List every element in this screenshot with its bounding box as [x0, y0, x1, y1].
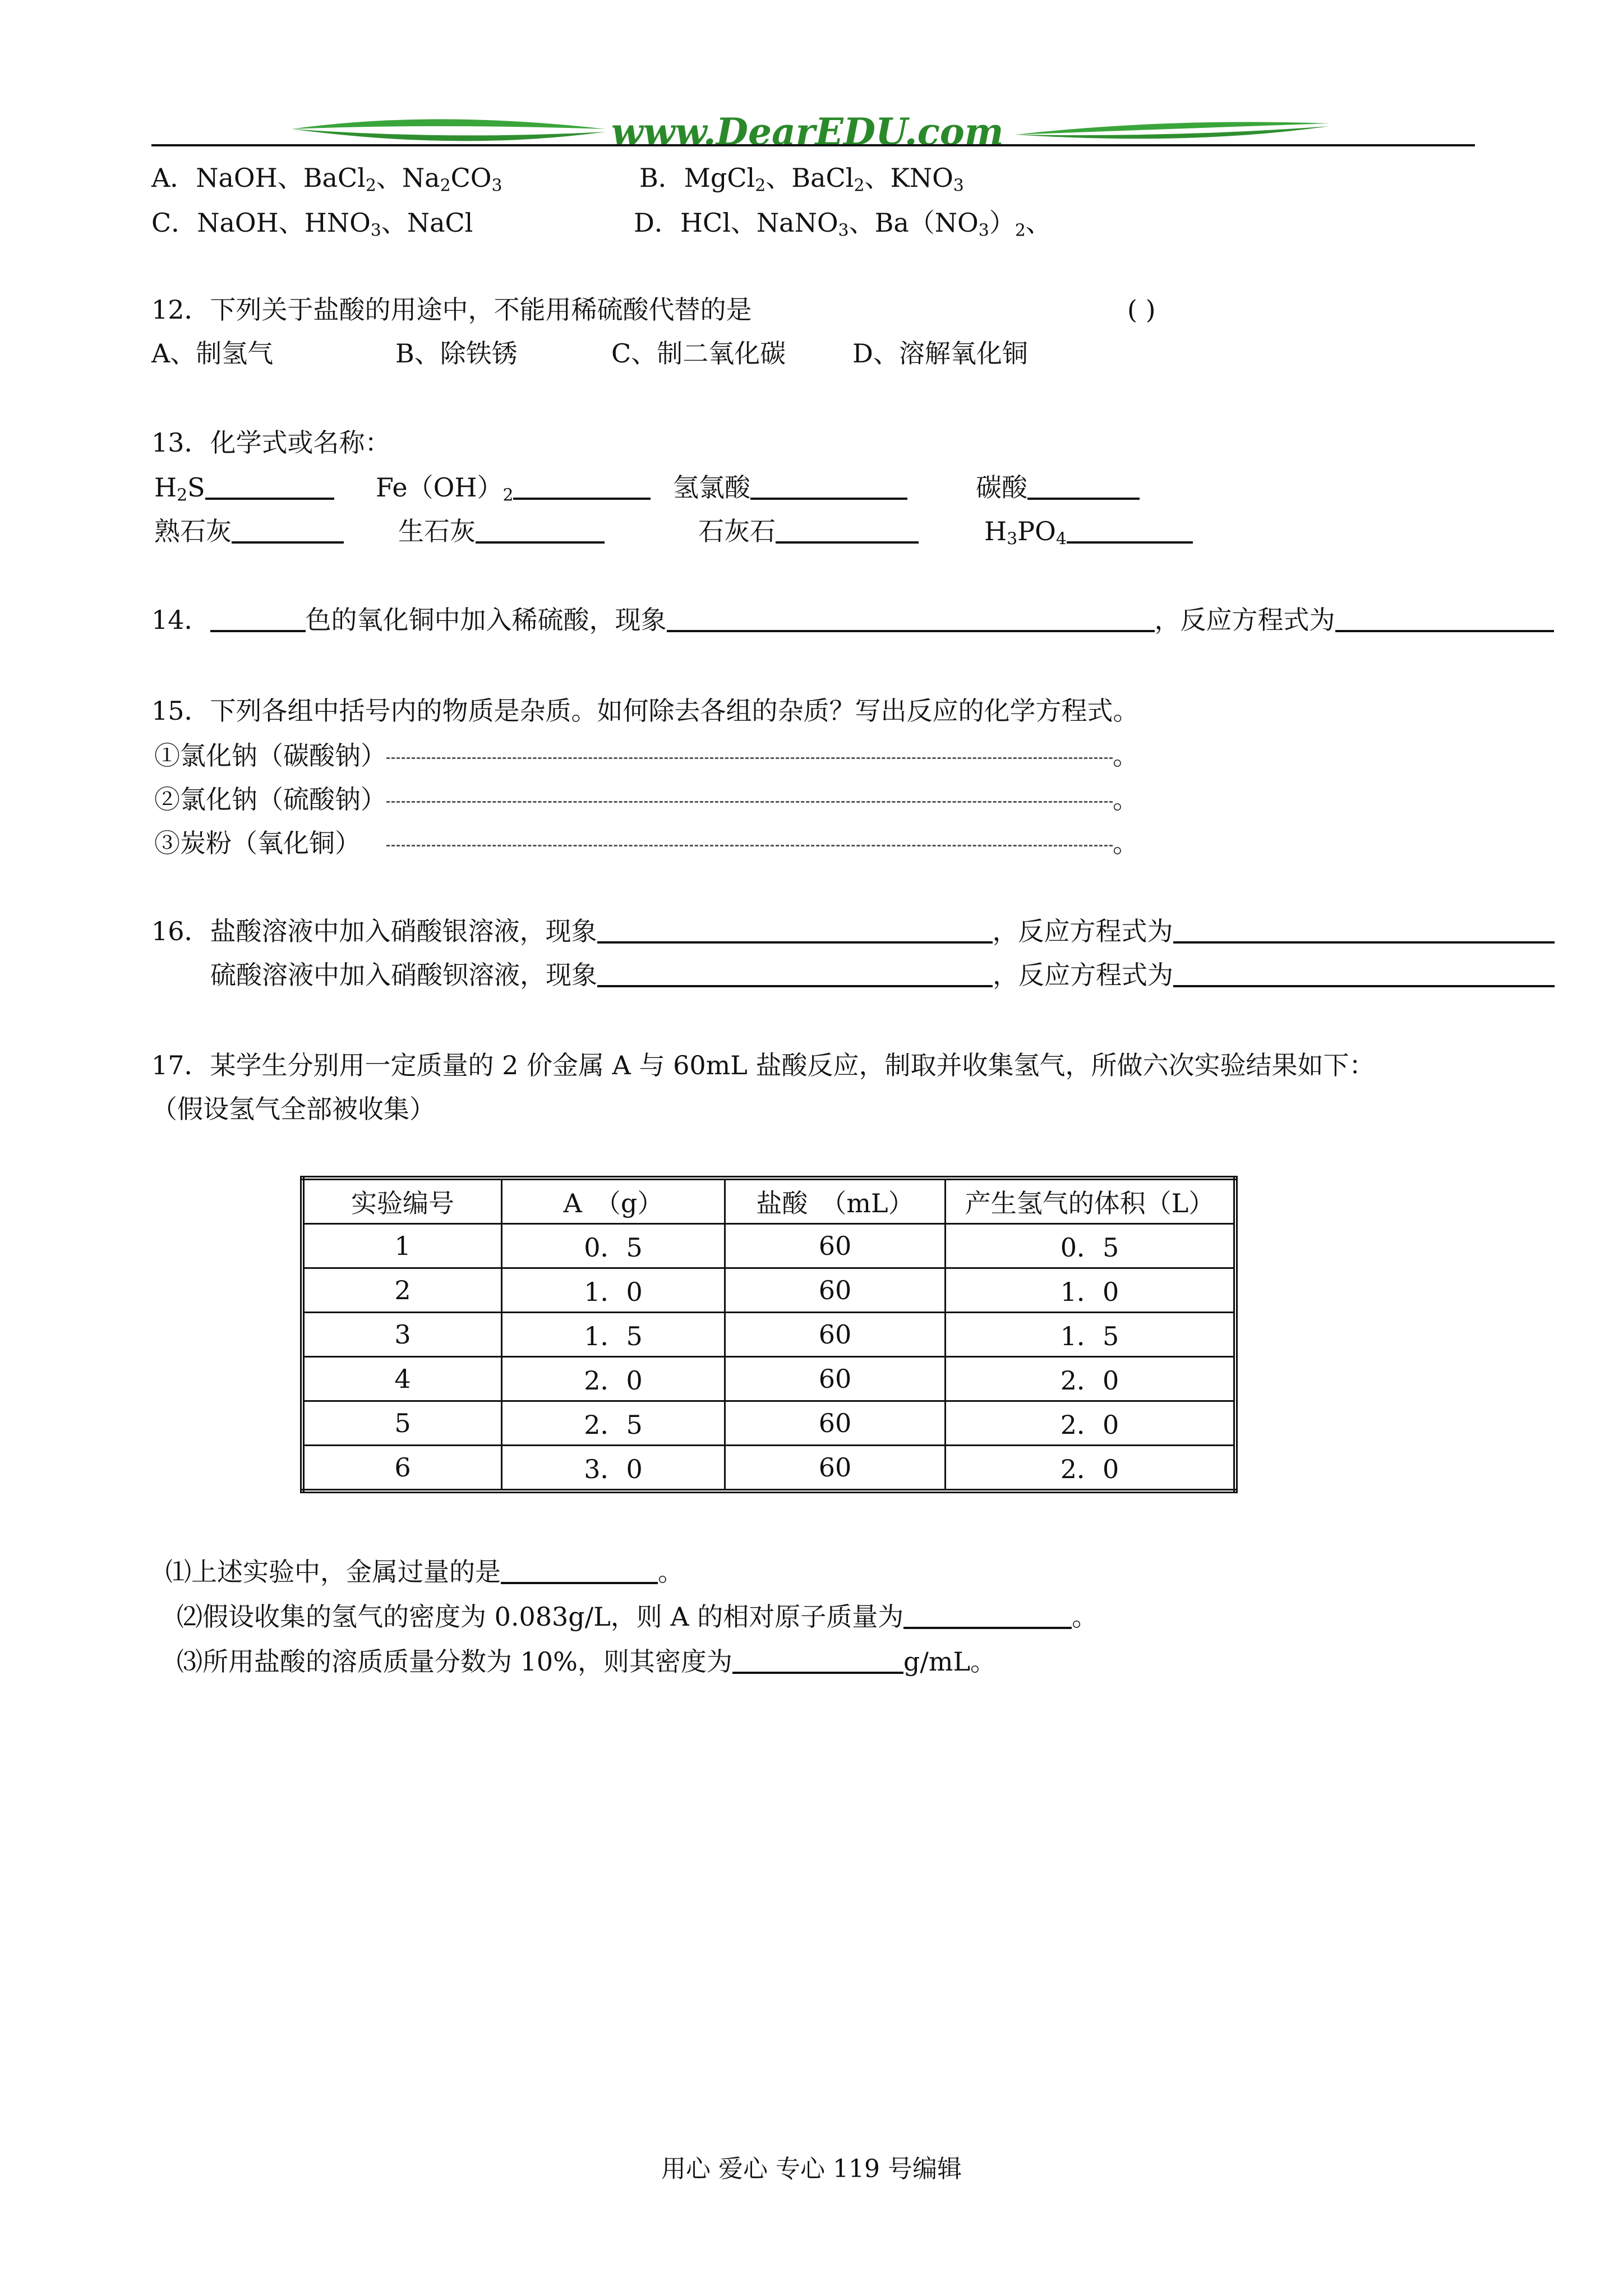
q13-quicklime: 生石灰 — [398, 516, 605, 547]
q13-feoh2: $Fe(OH)_2$ — [376, 472, 651, 503]
table-cell: 60 — [725, 1357, 946, 1401]
q15-item-2-blank[interactable] — [386, 801, 1113, 803]
q13-limestone-blank[interactable] — [776, 541, 919, 544]
q17-sub-1: ⑴上述实验中，金属过量的是 。 — [165, 1557, 684, 1587]
q17-sub-2-blank[interactable] — [903, 1627, 1072, 1629]
q16-line-2-equation-blank[interactable] — [1173, 985, 1555, 987]
table-cell: 60 — [725, 1268, 946, 1313]
q17-sub-1-blank[interactable] — [501, 1582, 658, 1584]
q12-option-a: A、制氢气 — [151, 338, 274, 369]
q12-option-c: C、制二氧化碳 — [611, 338, 786, 369]
table-cell: 2．0 — [946, 1357, 1236, 1401]
q15-item-3-blank[interactable] — [386, 845, 1113, 846]
table-row — [302, 1224, 1235, 1268]
header-logo-text: www.DearEDU.com — [611, 110, 1004, 154]
table-cell: 60 — [725, 1224, 946, 1268]
q14-phenomenon-blank[interactable] — [667, 630, 1155, 632]
table-cell: 60 — [725, 1401, 946, 1446]
q13-stem: 13．化学式或名称： — [151, 427, 391, 458]
q12-option-d: D、溶解氧化铜 — [852, 338, 1028, 369]
table-header-cell: 产生氢气的体积（L） — [946, 1178, 1236, 1224]
table-cell: 3．0 — [502, 1446, 725, 1492]
table-row — [302, 1313, 1235, 1357]
table-header-cell: 盐酸 （mL） — [725, 1178, 946, 1224]
table-cell: 2．5 — [502, 1401, 725, 1446]
q12-option-b: B、除铁锈 — [395, 338, 518, 369]
q16-line-1: 16．盐酸溶液中加入硝酸银溶液，现象 ，反应方程式为 — [151, 916, 1555, 947]
q13-slaked-lime-blank[interactable] — [232, 541, 344, 544]
q16-line-1-phenomenon-blank[interactable] — [597, 941, 993, 944]
table-cell: 1．0 — [946, 1268, 1236, 1313]
q17-sub-2: ⑵假设收集的氢气的密度为 0.083g/L，则 A 的相对原子质量为 。 — [177, 1602, 1098, 1632]
q13-carbonic: 碳酸 — [976, 472, 1140, 503]
q17-sub-3: ⑶所用盐酸的溶质质量分数为 10%，则其密度为 g/mL。 — [177, 1646, 996, 1677]
table-cell: 4 — [302, 1357, 502, 1401]
q13-limestone: 石灰石 — [698, 516, 919, 547]
q13-carbonic-blank[interactable] — [1027, 498, 1140, 500]
q14-line: 14． 色的氧化铜中加入稀硫酸，现象 ，反应方程式为 — [151, 605, 1554, 636]
table-cell: 2．0 — [946, 1446, 1236, 1492]
q15-stem: 15．下列各组中括号内的物质是杂质。如何除去各组的杂质？写出反应的化学方程式。 — [151, 696, 1139, 726]
q15-item-1: ①氯化钠（碳酸钠） 。 — [154, 740, 1138, 771]
q16-line-2-phenomenon-blank[interactable] — [597, 985, 993, 987]
q13-h3po4-blank[interactable] — [1067, 541, 1193, 544]
q13-feoh2-blank[interactable] — [513, 498, 651, 500]
q12-stem: 12．下列关于盐酸的用途中，不能用稀硫酸代替的是 — [151, 295, 752, 325]
table-row — [302, 1268, 1235, 1313]
table-header-cell: 实验编号 — [302, 1178, 502, 1224]
q12-answer-paren: ( ) — [1127, 295, 1156, 325]
q17-note: （假设氢气全部被收集） — [151, 1094, 435, 1124]
table-row — [302, 1357, 1235, 1401]
q13-h2s-blank[interactable] — [205, 498, 334, 500]
q13-quicklime-blank[interactable] — [476, 541, 605, 544]
table-cell: 0．5 — [502, 1224, 725, 1268]
table-cell: 0．5 — [946, 1224, 1236, 1268]
table-cell: 60 — [725, 1446, 946, 1492]
q14-equation-blank[interactable] — [1335, 630, 1554, 632]
table-header-cell: A （g） — [502, 1178, 725, 1224]
table-cell: 1．5 — [946, 1313, 1236, 1357]
q17-sub-3-blank[interactable] — [732, 1672, 903, 1674]
q11-option-c: C．NaOH、$HNO_3$、NaCl — [151, 208, 473, 241]
table-cell: 2．0 — [502, 1357, 725, 1401]
table-cell: 2 — [302, 1268, 502, 1313]
table-cell: 60 — [725, 1313, 946, 1357]
q14-color-blank[interactable] — [210, 630, 306, 632]
q15-item-2: ②氯化钠（硫酸钠） 。 — [154, 784, 1138, 815]
page-footer: 用心 爱心 专心 119 号编辑 — [661, 2155, 962, 2183]
table-cell: 3 — [302, 1313, 502, 1357]
q13-slaked-lime: 熟石灰 — [154, 516, 344, 547]
q13-hydrochloric-blank[interactable] — [750, 498, 907, 500]
table-cell: 1．5 — [502, 1313, 725, 1357]
table-cell: 5 — [302, 1401, 502, 1446]
q13-h3po4: $H_3PO_4$ — [984, 516, 1193, 547]
experiment-table — [300, 1176, 1238, 1493]
q11-option-d: D．HCl、NaNO$_3$、$Ba(NO_3)_2$、 — [634, 208, 1052, 241]
q11-option-a: A．NaOH、BaCl$_2$、$Na_2CO_3$ — [151, 163, 502, 196]
table-cell: 1 — [302, 1224, 502, 1268]
q11-option-b: B．MgCl$_2$、BaCl$_2$、$KNO_3$ — [639, 163, 964, 196]
table-row — [302, 1401, 1235, 1446]
q15-item-1-blank[interactable] — [386, 757, 1113, 759]
table-cell: 2．0 — [946, 1401, 1236, 1446]
table-cell: 1．0 — [502, 1268, 725, 1313]
q15-item-3: ③炭粉（氧化铜） 。 — [154, 828, 1138, 858]
q13-hydrochloric: 氢氯酸 — [673, 472, 907, 503]
table-row — [302, 1446, 1235, 1492]
q17-stem: 17．某学生分别用一定质量的 2 价金属 A 与 60mL 盐酸反应，制取并收集氢气，所做六次实验结果如下： — [151, 1050, 1375, 1080]
table-header-row — [302, 1178, 1235, 1224]
q13-h2s: $H_2S$ — [154, 472, 334, 503]
header-rule — [151, 144, 1475, 146]
q16-line-1-equation-blank[interactable] — [1173, 941, 1555, 944]
table-cell: 6 — [302, 1446, 502, 1492]
q16-line-2: 硫酸溶液中加入硝酸钡溶液，现象 ，反应方程式为 — [210, 960, 1555, 991]
